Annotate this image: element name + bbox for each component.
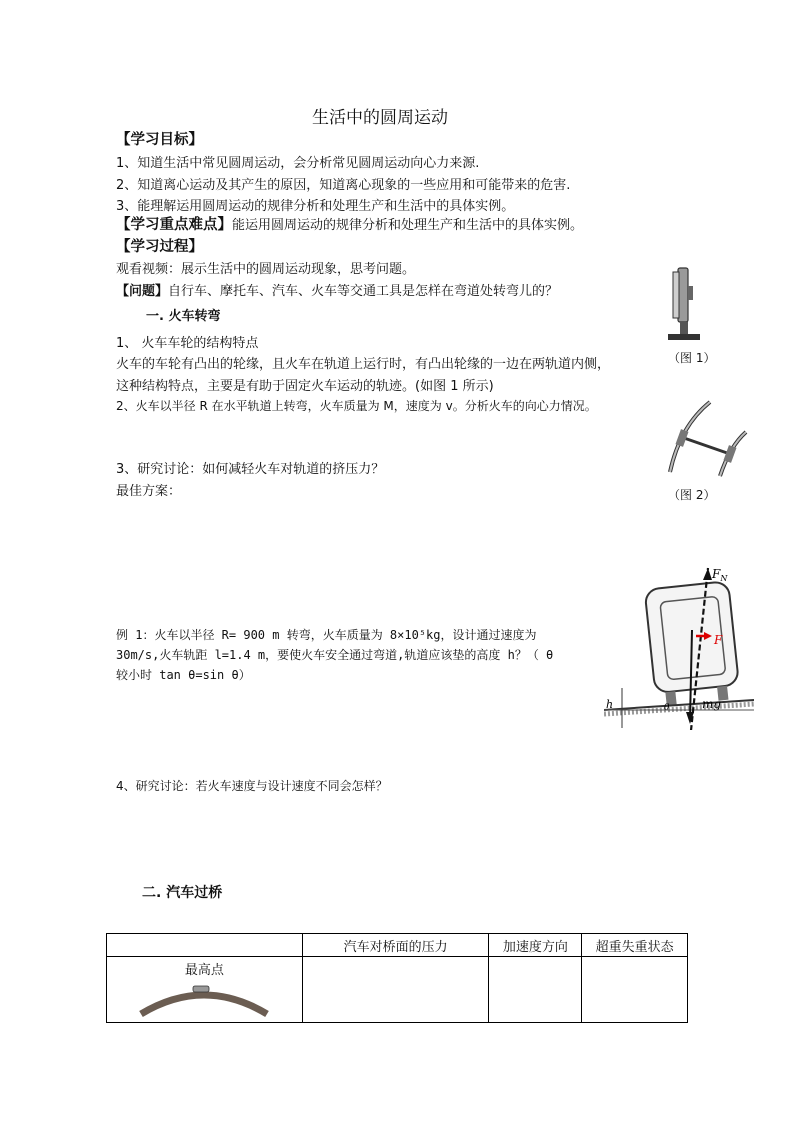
example-line: 30m/s,火车轨距 l=1.4 m，要使火车安全通过弯道,轨道应该垫的高度 h？（ θ xyxy=(116,648,554,662)
table-header-row xyxy=(107,934,688,957)
question-text: 自行车、摩托车、汽车、火车等交通工具是怎样在弯道处转弯儿的？ xyxy=(168,284,559,299)
section-1-p2: 2、火车以半径 R 在水平轨道上转弯，火车质量为 M，速度为 v。分析火车的向心力情况。 xyxy=(116,399,597,413)
table-cell xyxy=(582,957,688,1023)
table-cell xyxy=(302,957,489,1023)
table-header-cell xyxy=(107,934,303,957)
key-points-heading: 【学习重点难点】 xyxy=(116,217,232,233)
table-header-cell: 超重失重状态 xyxy=(582,934,688,957)
row-label: 最高点 xyxy=(184,963,224,978)
objectives-heading: 【学习目标】 xyxy=(116,132,203,148)
key-points-text: 能运用圆周运动的规律分析和处理生产和生活中的具体实例。 xyxy=(232,218,584,233)
question xyxy=(116,280,558,299)
section-1-best: 最佳方案： xyxy=(116,484,182,499)
bridge-table xyxy=(106,933,688,1023)
question-label: 【问题】 xyxy=(116,284,169,299)
h-label: h xyxy=(606,698,614,711)
theta-label: θ xyxy=(664,703,670,713)
table-row-label-cell xyxy=(107,957,303,1023)
f-label: F xyxy=(714,633,723,647)
figure-2-caption: （图 2） xyxy=(668,488,716,502)
table-row xyxy=(107,957,688,1023)
section-1-p1-body: 这种结构特点，主要是有助于固定火车运动的轨迹。(如图 1 所示) xyxy=(116,379,494,394)
section-1-p4: 4、研究讨论：若火车速度与设计速度不同会怎样？ xyxy=(116,779,388,793)
section-1-p1-body: 火车的车轮有凸出的轮缘，且火车在轨道上运行时，有凸出轮缘的一边在两轨道内侧， xyxy=(116,357,611,372)
example-line: 较小时 tan θ=sin θ） xyxy=(116,668,251,682)
page-title: 生活中的圆周运动 xyxy=(312,108,448,128)
objective-item: 2、知道离心运动及其产生的原因，知道离心现象的一些应用和可能带来的危害. xyxy=(116,178,571,193)
fn-label: $F_N$ xyxy=(712,567,728,583)
example-line: 例 1：火车以半径 R= 900 m 转弯，火车质量为 8×10⁵kg，设计通过速度为 xyxy=(116,628,537,642)
curved-track-wheelset-figure xyxy=(660,396,752,480)
mg-label: mg xyxy=(702,697,722,711)
table-header-cell: 汽车对桥面的压力 xyxy=(302,934,489,957)
arch-bridge-icon xyxy=(129,978,279,1018)
wheel-on-rail-figure xyxy=(664,264,704,348)
banked-train-force-figure xyxy=(604,560,754,730)
section-1-p3: 3、研究讨论：如何减轻火车对轨道的挤压力？ xyxy=(116,462,385,477)
section-2-title: 二. 汽车过桥 xyxy=(142,885,223,901)
section-1-p1: 1、 火车车轮的结构特点 xyxy=(116,336,259,351)
table-header-cell: 加速度方向 xyxy=(489,934,582,957)
table-cell xyxy=(489,957,582,1023)
section-1-title: 一. 火车转弯 xyxy=(146,309,221,324)
process-heading: 【学习过程】 xyxy=(116,239,203,255)
figure-1-caption: （图 1） xyxy=(668,351,716,365)
video-text: 观看视频：展示生活中的圆周运动现象，思考问题。 xyxy=(116,262,416,277)
objective-item: 1、知道生活中常见圆周运动，会分析常见圆周运动向心力来源. xyxy=(116,156,480,171)
objective-item: 3、能理解运用圆周运动的规律分析和处理生产和生活中的具体实例。 xyxy=(116,199,515,214)
key-points xyxy=(116,213,583,234)
